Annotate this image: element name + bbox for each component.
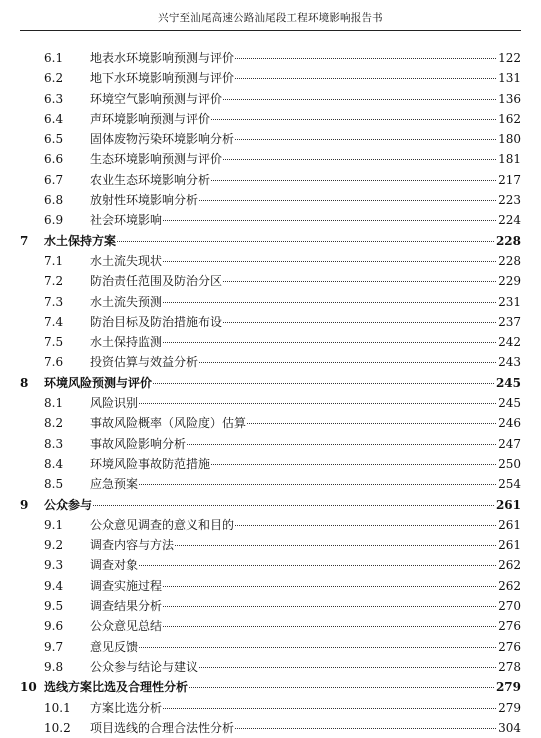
toc-number: 8 — [20, 375, 29, 390]
dot-leader — [223, 322, 496, 323]
toc-section-row[interactable] — [20, 292, 521, 312]
dot-leader — [211, 119, 496, 120]
dot-leader — [235, 78, 496, 79]
toc-page-number: 276 — [498, 619, 521, 634]
toc-number: 6.8 — [44, 193, 64, 208]
toc-section-row[interactable] — [20, 190, 521, 210]
toc-number: 7.4 — [44, 314, 64, 329]
toc-number: 8.4 — [44, 456, 64, 471]
toc-section-row[interactable] — [20, 616, 521, 636]
toc-title: 调查对象 — [90, 558, 139, 573]
toc-title: 防治目标及防治措施布设 — [90, 314, 223, 329]
toc-page-number: 279 — [498, 700, 521, 715]
toc-title: 水土流失现状 — [90, 253, 163, 268]
dot-leader — [117, 241, 494, 242]
toc-title: 事故风险概率（风险度）估算 — [90, 416, 247, 431]
toc-title: 固体废物污染环境影响分析 — [90, 132, 235, 147]
toc-number: 10.2 — [44, 720, 71, 735]
toc-number: 8.1 — [44, 396, 64, 411]
toc-page-number: 229 — [498, 274, 521, 289]
toc-title: 社会环境影响 — [90, 213, 163, 228]
toc-page-number: 224 — [498, 213, 521, 228]
toc-title: 调查结果分析 — [90, 599, 163, 614]
toc-page-number: 261 — [498, 538, 521, 553]
toc-number: 8.3 — [44, 436, 64, 451]
dot-leader — [139, 484, 496, 485]
toc-title: 放射性环境影响分析 — [90, 193, 199, 208]
toc-title: 调查实施过程 — [90, 578, 163, 593]
toc-number: 9.1 — [44, 517, 64, 532]
toc-title: 选线方案比选及合理性分析 — [44, 680, 189, 695]
toc-page-number: 180 — [498, 132, 521, 147]
toc-number: 6.4 — [44, 111, 64, 126]
toc-number: 10 — [20, 680, 37, 695]
toc-title: 调查内容与方法 — [90, 538, 175, 553]
toc-number: 6.2 — [44, 71, 64, 86]
toc-page-number: 243 — [498, 355, 521, 370]
toc-page-number: 261 — [498, 517, 521, 532]
toc-page-number: 223 — [498, 193, 521, 208]
toc-page-number: 242 — [498, 335, 521, 350]
toc-section-row[interactable] — [20, 149, 521, 169]
dot-leader — [163, 606, 496, 607]
toc-number: 9.4 — [44, 578, 64, 593]
toc-page-number: 231 — [498, 294, 521, 309]
toc-number: 8.5 — [44, 477, 64, 492]
toc-page-number: 262 — [498, 558, 521, 573]
toc-page-number: 245 — [495, 375, 521, 390]
dot-leader — [235, 139, 496, 140]
toc-title: 事故风险影响分析 — [90, 436, 187, 451]
toc-title: 环境空气影响预测与评价 — [90, 91, 223, 106]
toc-title: 应急预案 — [90, 477, 139, 492]
toc-section-row[interactable] — [20, 434, 521, 454]
toc-title: 公众参与 — [44, 497, 93, 512]
dot-leader — [163, 342, 496, 343]
toc-section-row[interactable] — [20, 48, 521, 68]
toc-number: 7.1 — [44, 253, 64, 268]
toc-section-row[interactable] — [20, 312, 521, 332]
toc-section-row[interactable] — [20, 576, 521, 596]
toc-number: 7.2 — [44, 274, 64, 289]
toc-page-number: 247 — [498, 436, 521, 451]
toc-page-number: 245 — [498, 396, 521, 411]
toc-number: 9.7 — [44, 639, 64, 654]
dot-leader — [223, 99, 496, 100]
toc-title: 环境风险预测与评价 — [44, 375, 153, 390]
toc-page-number: 237 — [498, 314, 521, 329]
toc-number: 6.1 — [44, 51, 64, 65]
toc-page-number: 270 — [498, 599, 521, 614]
toc-page-number: 131 — [498, 71, 521, 86]
toc-section-row[interactable] — [20, 89, 521, 109]
dot-leader — [93, 505, 494, 506]
toc-chapter-row[interactable] — [20, 495, 521, 515]
toc-section-row[interactable] — [20, 515, 521, 535]
toc-section-row[interactable] — [20, 535, 521, 555]
toc-number: 6.6 — [44, 152, 64, 167]
toc-page-number: 228 — [498, 253, 521, 268]
toc-page-number: 181 — [498, 152, 521, 167]
toc-number: 9.3 — [44, 558, 64, 573]
toc-number: 9.5 — [44, 599, 64, 614]
dot-leader — [163, 708, 496, 709]
toc-page-number: 122 — [498, 51, 521, 65]
toc-number: 6.7 — [44, 172, 64, 187]
toc-number: 9.6 — [44, 619, 64, 634]
toc-chapter-row[interactable] — [20, 677, 521, 697]
dot-leader — [247, 423, 496, 424]
dot-leader — [211, 464, 496, 465]
dot-leader — [199, 667, 496, 668]
dot-leader — [153, 383, 494, 384]
toc-section-row[interactable] — [20, 657, 521, 677]
dot-leader — [189, 687, 494, 688]
toc-section-row[interactable] — [20, 170, 521, 190]
toc-number: 9.8 — [44, 659, 64, 674]
toc-title: 水土保持方案 — [44, 233, 117, 248]
toc-title: 公众参与结论与建议 — [90, 659, 199, 674]
toc-number: 6.3 — [44, 91, 64, 106]
dot-leader — [163, 586, 496, 587]
toc-page-number: 254 — [498, 477, 521, 492]
toc-title: 风险识别 — [90, 396, 139, 411]
toc-page-number: 278 — [498, 659, 521, 674]
toc-number: 8.2 — [44, 416, 64, 431]
toc-section-row[interactable] — [20, 596, 521, 616]
toc-number: 7.6 — [44, 355, 64, 370]
dot-leader — [163, 261, 496, 262]
dot-leader — [139, 565, 496, 566]
toc-section-row[interactable] — [20, 454, 521, 474]
toc-title: 地下水环境影响预测与评价 — [90, 71, 235, 86]
toc-page-number: 250 — [498, 456, 521, 471]
toc-section-row[interactable] — [20, 637, 521, 657]
toc-number: 6.9 — [44, 213, 64, 228]
toc-page-number: 162 — [498, 111, 521, 126]
toc-number: 7 — [20, 233, 29, 248]
toc-page-number: 279 — [495, 680, 521, 695]
toc-page-number: 217 — [498, 172, 521, 187]
toc-title: 项目选线的合理合法性分析 — [90, 720, 235, 735]
toc-page-number: 246 — [498, 416, 521, 431]
toc-number: 9.2 — [44, 538, 64, 553]
toc-title: 投资估算与效益分析 — [90, 355, 199, 370]
dot-leader — [199, 200, 496, 201]
toc-page-number: 136 — [498, 91, 521, 106]
toc-title: 水土流失预测 — [90, 294, 163, 309]
toc-section-row[interactable] — [20, 251, 521, 271]
toc-section-row[interactable] — [20, 68, 521, 88]
dot-leader — [223, 281, 496, 282]
toc-section-row[interactable] — [20, 210, 521, 230]
toc-chapter-row[interactable] — [20, 373, 521, 393]
toc-chapter-row[interactable] — [20, 231, 521, 251]
dot-leader — [211, 180, 496, 181]
dot-leader — [175, 545, 496, 546]
toc-page-number: 304 — [498, 720, 521, 735]
header-title: 兴宁至汕尾高速公路汕尾段工程环境影响报告书 — [158, 12, 383, 24]
toc-section-row[interactable] — [20, 332, 521, 352]
toc-number: 6.5 — [44, 132, 64, 147]
toc-section-row[interactable] — [20, 413, 521, 433]
dot-leader — [223, 159, 496, 160]
toc-page-number: 261 — [495, 497, 521, 512]
dot-leader — [139, 403, 496, 404]
dot-leader — [199, 362, 496, 363]
toc-section-row[interactable] — [20, 474, 521, 494]
toc-number: 9 — [20, 497, 29, 512]
toc-title: 意见反馈 — [90, 639, 139, 654]
dot-leader — [187, 444, 496, 445]
toc-title: 环境风险事故防范措施 — [90, 456, 211, 471]
toc-number: 7.3 — [44, 294, 64, 309]
dot-leader — [235, 525, 496, 526]
toc-title: 地表水环境影响预测与评价 — [90, 51, 235, 65]
toc-title: 生态环境影响预测与评价 — [90, 152, 223, 167]
toc-title: 声环境影响预测与评价 — [90, 111, 211, 126]
toc-title: 公众意见调查的意义和目的 — [90, 517, 235, 532]
toc-section-row[interactable] — [20, 109, 521, 129]
toc-title: 水土保持监测 — [90, 335, 163, 350]
dot-leader — [163, 220, 496, 221]
toc-section-row[interactable] — [20, 393, 521, 413]
toc-number: 10.1 — [44, 700, 71, 715]
toc-number: 7.5 — [44, 335, 64, 350]
toc-title: 公众意见总结 — [90, 619, 163, 634]
dot-leader — [139, 647, 496, 648]
toc-page-number: 262 — [498, 578, 521, 593]
toc-section-row[interactable] — [20, 698, 521, 718]
toc-title: 防治责任范围及防治分区 — [90, 274, 223, 289]
document-header — [20, 6, 521, 31]
toc-section-row[interactable] — [20, 271, 521, 291]
toc-section-row[interactable] — [20, 718, 521, 738]
toc-title: 农业生态环境影响分析 — [90, 172, 211, 187]
dot-leader — [235, 728, 496, 729]
dot-leader — [163, 302, 496, 303]
table-of-contents — [20, 48, 521, 738]
toc-section-row[interactable] — [20, 555, 521, 575]
toc-title: 方案比选分析 — [90, 700, 163, 715]
toc-page-number: 276 — [498, 639, 521, 654]
toc-section-row[interactable] — [20, 129, 521, 149]
dot-leader — [163, 626, 496, 627]
dot-leader — [235, 58, 496, 59]
toc-page-number: 228 — [495, 233, 521, 248]
toc-section-row[interactable] — [20, 352, 521, 372]
